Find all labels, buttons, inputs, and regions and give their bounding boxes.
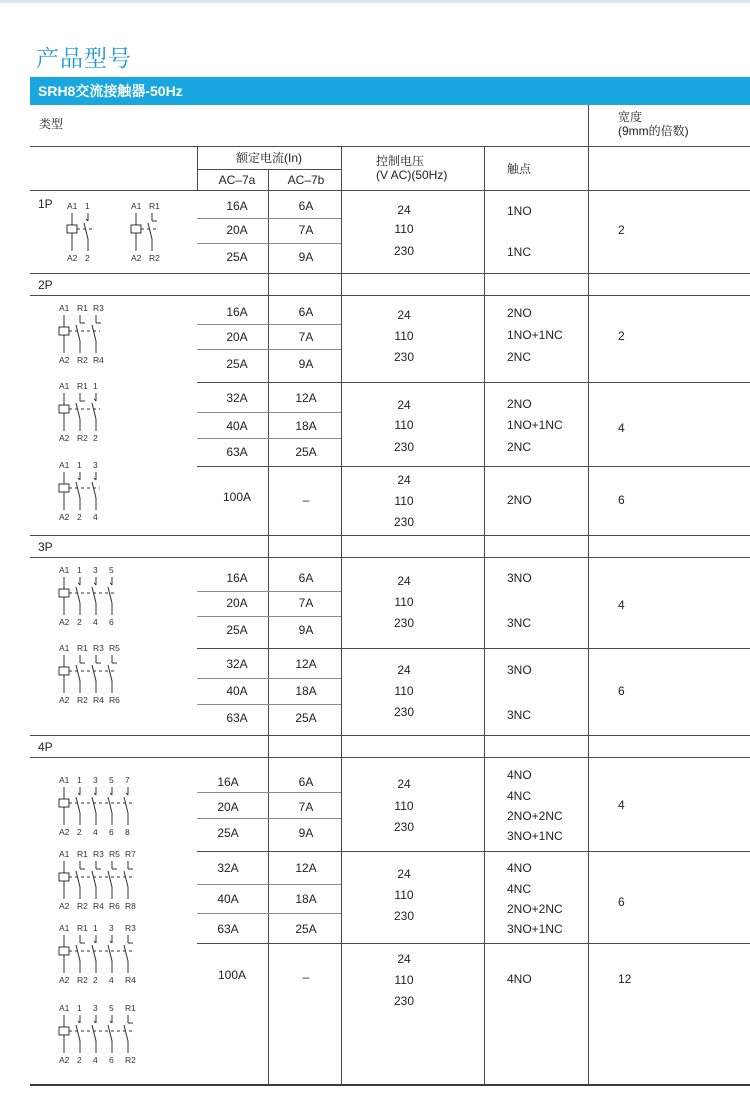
wiring-diagram-2p-2no [54, 460, 134, 522]
coil-symbol [59, 947, 69, 955]
terminal-label: 6 [109, 827, 114, 837]
coil-symbol [59, 327, 69, 335]
terminal-label: R4 [125, 975, 136, 985]
terminal-label: R1 [77, 643, 88, 653]
width-value: 6 [618, 895, 625, 909]
contact-value: 2NO [507, 493, 532, 507]
terminal-label: R2 [77, 695, 88, 705]
terminal-label: R1 [149, 201, 160, 211]
ac7b-value: 7A [298, 330, 314, 344]
terminal-label: A1 [131, 201, 142, 211]
terminal-label: 4 [93, 827, 98, 837]
ac7b-value: 7A [298, 223, 314, 237]
row-divider [197, 412, 341, 413]
terminal-label: A2 [59, 355, 70, 365]
ac7a-value: 16A [226, 199, 248, 213]
wiring-diagram-1p-nc [126, 201, 186, 263]
ac7a-value: 16A [217, 775, 239, 789]
terminal-label: A1 [59, 303, 70, 313]
ac7b-value: 6A [298, 571, 314, 585]
ac7a-value: 100A [222, 490, 252, 504]
width-value: 12 [618, 972, 632, 986]
voltage-value: 24 [397, 574, 411, 588]
ac7a-value: 40A [226, 419, 248, 433]
contact-value: 4NO [507, 768, 532, 782]
row-divider [30, 146, 750, 147]
terminal-label: R1 [125, 1003, 136, 1013]
coil-symbol [59, 667, 69, 675]
terminal-label: R1 [77, 381, 88, 391]
terminal-label: R3 [93, 849, 104, 859]
voltage-value: 110 [394, 329, 414, 343]
voltage-value: 230 [393, 616, 415, 630]
row-divider [197, 851, 750, 852]
wiring-diagram-3p-3nc [54, 643, 154, 705]
ac7a-value: 20A [217, 800, 239, 814]
ac7b-value: 12A [295, 391, 317, 405]
pole-blade [92, 403, 96, 419]
ac7b-value: 25A [295, 711, 317, 725]
section-label-4p: 4P [38, 740, 53, 754]
terminal-label: A2 [59, 512, 70, 522]
terminal-label: A1 [59, 775, 70, 785]
row-divider [30, 273, 750, 274]
voltage-value: 110 [394, 222, 414, 236]
terminal-label: A1 [59, 643, 70, 653]
ac7b-value: – [302, 493, 310, 507]
terminal-label: A1 [59, 565, 70, 575]
terminal-label: A2 [59, 433, 70, 443]
ac7b-value: 18A [295, 684, 317, 698]
pole-blade [92, 871, 96, 887]
terminal-label: 5 [109, 775, 114, 785]
terminal-label: R1 [77, 849, 88, 859]
terminal-label: A2 [59, 975, 70, 985]
pole-blade [76, 797, 80, 813]
voltage-value: 24 [397, 308, 411, 322]
terminal-label: 1 [77, 460, 82, 470]
terminal-label: A2 [59, 1055, 70, 1065]
wiring-diagram-4p-3no-1nc [54, 1003, 174, 1065]
terminal-label: R2 [77, 355, 88, 365]
contact-value: 4NO [507, 861, 532, 875]
ac7b-value: 7A [298, 800, 314, 814]
pole-blade [108, 587, 112, 603]
voltage-value: 230 [393, 820, 415, 834]
top-border [0, 0, 750, 3]
pole-blade [76, 945, 80, 961]
terminal-label: R4 [93, 695, 104, 705]
contact-value: 1NO+1NC [507, 418, 563, 432]
wiring-diagram-4p-4no [54, 775, 174, 837]
terminal-label: 2 [77, 1055, 82, 1065]
terminal-label: A2 [59, 827, 70, 837]
terminal-label: A1 [59, 1003, 70, 1013]
ac7b-value: 9A [298, 357, 314, 371]
terminal-label: R4 [93, 901, 104, 911]
row-divider [197, 466, 750, 467]
voltage-value: 230 [393, 244, 415, 258]
row-divider [197, 884, 341, 885]
ac7a-value: 100A [217, 968, 247, 982]
terminal-label: 3 [93, 775, 98, 785]
ac7b-header: AC–7b [287, 173, 325, 187]
terminal-label: R5 [109, 849, 120, 859]
contact-value: 1NC [507, 245, 532, 259]
ac7a-value: 20A [226, 223, 248, 237]
voltage-header: 控制电压 [376, 154, 425, 168]
terminal-label: 3 [109, 923, 114, 933]
pole-blade [108, 665, 112, 681]
ac7b-value: 9A [298, 250, 314, 264]
contact-value: 3NC [507, 708, 532, 722]
terminal-label: A1 [59, 381, 70, 391]
terminal-label: A2 [59, 695, 70, 705]
terminal-label: 8 [125, 827, 130, 837]
width-value: 2 [618, 223, 625, 237]
pole-blade [92, 1025, 96, 1041]
pole-blade [92, 945, 96, 961]
ac7b-value: 9A [298, 623, 314, 637]
voltage-value: 24 [397, 398, 411, 412]
row-divider [197, 243, 341, 244]
terminal-label: R3 [125, 923, 136, 933]
terminal-label: R1 [77, 303, 88, 313]
coil-symbol [59, 799, 69, 807]
width-value: 6 [618, 493, 625, 507]
terminal-label: R5 [109, 643, 120, 653]
pole-blade [108, 871, 112, 887]
terminal-label: 2 [85, 253, 90, 263]
terminal-label: A2 [59, 901, 70, 911]
coil-symbol [59, 484, 69, 492]
ac7b-value: 18A [295, 419, 317, 433]
row-divider [30, 735, 750, 736]
terminal-label: A2 [67, 253, 78, 263]
voltage-value: 24 [397, 952, 411, 966]
type-header: 类型 [39, 117, 64, 131]
ac7b-value: – [302, 970, 310, 984]
contact-value: 2NC [507, 440, 532, 454]
voltage-value: 230 [393, 515, 415, 529]
terminal-label: 6 [109, 617, 114, 627]
terminal-label: 3 [93, 460, 98, 470]
wiring-diagram-3p-3no [54, 565, 154, 627]
voltage-value: 24 [397, 663, 411, 677]
section-label-1p: 1P [38, 197, 53, 211]
terminal-label: 4 [109, 975, 114, 985]
pole-blade [76, 403, 80, 419]
ac7a-value: 63A [217, 922, 239, 936]
terminal-label: 2 [93, 433, 98, 443]
terminal-label: 2 [93, 975, 98, 985]
width-header: 宽度 [618, 110, 643, 124]
ac7a-value: 20A [226, 330, 248, 344]
terminal-label: A1 [67, 201, 78, 211]
row-divider [30, 190, 750, 191]
ac7a-value: 20A [226, 596, 248, 610]
terminal-label: A1 [59, 460, 70, 470]
row-divider [197, 169, 341, 170]
ac7a-value: 25A [217, 826, 239, 840]
voltage-header-note: (V AC)(50Hz) [376, 168, 448, 182]
ac7b-value: 25A [295, 445, 317, 459]
width-value: 2 [618, 329, 625, 343]
terminal-label: 1 [77, 565, 82, 575]
row-divider [197, 648, 750, 649]
pole-blade [76, 871, 80, 887]
pole-blade [76, 665, 80, 681]
pole-blade [124, 945, 128, 961]
pole-blade [92, 665, 96, 681]
terminal-label: 6 [109, 1055, 114, 1065]
terminal-label: R2 [77, 975, 88, 985]
voltage-value: 110 [394, 595, 414, 609]
terminal-label: 1 [77, 775, 82, 785]
row-divider [197, 218, 341, 219]
table-bottom-border [30, 1084, 750, 1086]
pole-blade [108, 945, 112, 961]
row-divider [197, 678, 341, 679]
terminal-label: 4 [93, 617, 98, 627]
voltage-value: 230 [393, 994, 415, 1008]
terminal-label: A1 [59, 849, 70, 859]
contact-value: 3NC [507, 616, 532, 630]
row-divider [197, 324, 341, 325]
contact-value: 3NO+1NC [507, 922, 563, 936]
ac7a-value: 32A [217, 861, 239, 875]
pole-blade [124, 1025, 128, 1041]
contacts-header: 触点 [507, 162, 532, 176]
ac7a-value: 25A [226, 623, 248, 637]
contact-value: 2NO [507, 397, 532, 411]
pole-blade [92, 482, 96, 498]
coil-symbol [59, 873, 69, 881]
terminal-label: A1 [59, 923, 70, 933]
voltage-value: 24 [397, 203, 411, 217]
ac7b-value: 6A [298, 305, 314, 319]
terminal-label: 5 [109, 1003, 114, 1013]
ac7a-value: 63A [226, 711, 248, 725]
voltage-value: 110 [394, 973, 414, 987]
contact-value: 1NO [507, 204, 532, 218]
pole-blade [124, 871, 128, 887]
page-title: 产品型号 [36, 45, 132, 71]
wiring-diagram-2p-mixed [54, 381, 134, 443]
pole-blade [76, 325, 80, 341]
coil-symbol [59, 405, 69, 413]
row-divider [30, 557, 750, 558]
pole-blade [92, 325, 96, 341]
row-divider [197, 438, 341, 439]
row-divider [197, 591, 341, 592]
width-value: 4 [618, 421, 625, 435]
col-divider [588, 105, 589, 1085]
contact-value: 2NO [507, 306, 532, 320]
pole-blade [76, 1025, 80, 1041]
table-banner: SRH8交流接触器-50Hz [30, 77, 750, 105]
rated-current-header: 额定电流(In) [235, 151, 303, 165]
ac7b-value: 18A [295, 892, 317, 906]
terminal-label: 3 [93, 565, 98, 575]
voltage-value: 110 [394, 418, 414, 432]
terminal-label: R8 [125, 901, 136, 911]
ac7a-value: 16A [226, 305, 248, 319]
pole-blade [108, 797, 112, 813]
terminal-label: R6 [109, 695, 120, 705]
pole-blade [92, 587, 96, 603]
terminal-label: R3 [93, 643, 104, 653]
terminal-label: 1 [93, 381, 98, 391]
pole-blade [108, 1025, 112, 1041]
row-divider [30, 535, 750, 536]
row-divider [197, 616, 341, 617]
section-label-3p: 3P [38, 540, 53, 554]
coil-symbol [59, 1027, 69, 1035]
contact-value: 2NO+2NC [507, 809, 563, 823]
col-divider [341, 147, 342, 1085]
terminal-label: R2 [149, 253, 160, 263]
wiring-diagram-2p-2nc [54, 303, 134, 365]
coil-symbol [59, 589, 69, 597]
voltage-value: 230 [393, 350, 415, 364]
ac7a-value: 25A [226, 357, 248, 371]
pole-blade [92, 797, 96, 813]
terminal-label: A2 [131, 253, 142, 263]
ac7a-value: 16A [226, 571, 248, 585]
terminal-label: 7 [125, 775, 130, 785]
ac7b-value: 9A [298, 826, 314, 840]
voltage-value: 110 [394, 494, 414, 508]
coil-symbol [67, 225, 77, 233]
terminal-label: R4 [93, 355, 104, 365]
contact-value: 4NC [507, 789, 532, 803]
terminal-label: 2 [77, 827, 82, 837]
ac7a-value: 40A [226, 684, 248, 698]
row-divider [197, 913, 341, 914]
ac7b-value: 12A [295, 657, 317, 671]
col-divider [484, 147, 485, 1085]
terminal-label: 3 [93, 1003, 98, 1013]
ac7b-value: 6A [298, 775, 314, 789]
ac7a-header: AC–7a [218, 173, 256, 187]
ac7b-value: 7A [298, 596, 314, 610]
contact-value: 3NO [507, 571, 532, 585]
wiring-diagram-4p-2no-2nc [54, 923, 174, 985]
terminal-label: 1 [85, 201, 90, 211]
wiring-diagram-1p-no [62, 201, 122, 263]
row-divider [30, 295, 750, 296]
terminal-label: R2 [125, 1055, 136, 1065]
row-divider [30, 757, 750, 758]
row-divider [197, 382, 750, 383]
terminal-label: 1 [93, 923, 98, 933]
ac7a-value: 25A [226, 250, 248, 264]
contact-value: 2NO+2NC [507, 902, 563, 916]
voltage-value: 110 [394, 684, 414, 698]
terminal-label: R2 [77, 433, 88, 443]
width-value: 4 [618, 598, 625, 612]
wiring-diagram-4p-4nc [54, 849, 174, 911]
terminal-label: 4 [93, 1055, 98, 1065]
pole-blade [76, 482, 80, 498]
voltage-value: 110 [394, 799, 414, 813]
contact-value: 2NC [507, 350, 532, 364]
coil-symbol [131, 225, 141, 233]
terminal-label: 4 [93, 512, 98, 522]
contact-value: 1NO+1NC [507, 328, 563, 342]
terminal-label: R1 [77, 923, 88, 933]
terminal-label: 1 [77, 1003, 82, 1013]
row-divider [197, 704, 341, 705]
ac7a-value: 63A [226, 445, 248, 459]
ac7b-value: 12A [295, 861, 317, 875]
terminal-label: 5 [109, 565, 114, 575]
terminal-label: A2 [59, 617, 70, 627]
terminal-label: 2 [77, 512, 82, 522]
voltage-value: 24 [397, 473, 411, 487]
terminal-label: R6 [109, 901, 120, 911]
contact-value: 3NO [507, 663, 532, 677]
terminal-label: R3 [93, 303, 104, 313]
width-value: 4 [618, 798, 625, 812]
contact-value: 4NO [507, 972, 532, 986]
terminal-label: 2 [77, 617, 82, 627]
voltage-value: 24 [397, 777, 411, 791]
row-divider [197, 349, 341, 350]
ac7b-value: 25A [295, 922, 317, 936]
terminal-label: R2 [77, 901, 88, 911]
voltage-value: 230 [393, 909, 415, 923]
pole-blade [124, 797, 128, 813]
pole-blade [148, 223, 152, 239]
row-divider [197, 818, 341, 819]
voltage-value: 24 [397, 867, 411, 881]
voltage-value: 230 [393, 440, 415, 454]
pole-blade [84, 223, 88, 239]
row-divider [197, 792, 341, 793]
col-divider [268, 169, 269, 1085]
section-label-2p: 2P [38, 278, 53, 292]
width-header-note: (9mm的倍数) [618, 124, 689, 138]
contact-value: 3NO+1NC [507, 829, 563, 843]
ac7a-value: 40A [217, 892, 239, 906]
contact-value: 4NC [507, 882, 532, 896]
terminal-label: R7 [125, 849, 136, 859]
ac7a-value: 32A [226, 657, 248, 671]
voltage-value: 230 [393, 705, 415, 719]
pole-blade [76, 587, 80, 603]
voltage-value: 110 [394, 888, 414, 902]
ac7b-value: 6A [298, 199, 314, 213]
row-divider [197, 943, 750, 944]
width-value: 6 [618, 684, 625, 698]
ac7a-value: 32A [226, 391, 248, 405]
